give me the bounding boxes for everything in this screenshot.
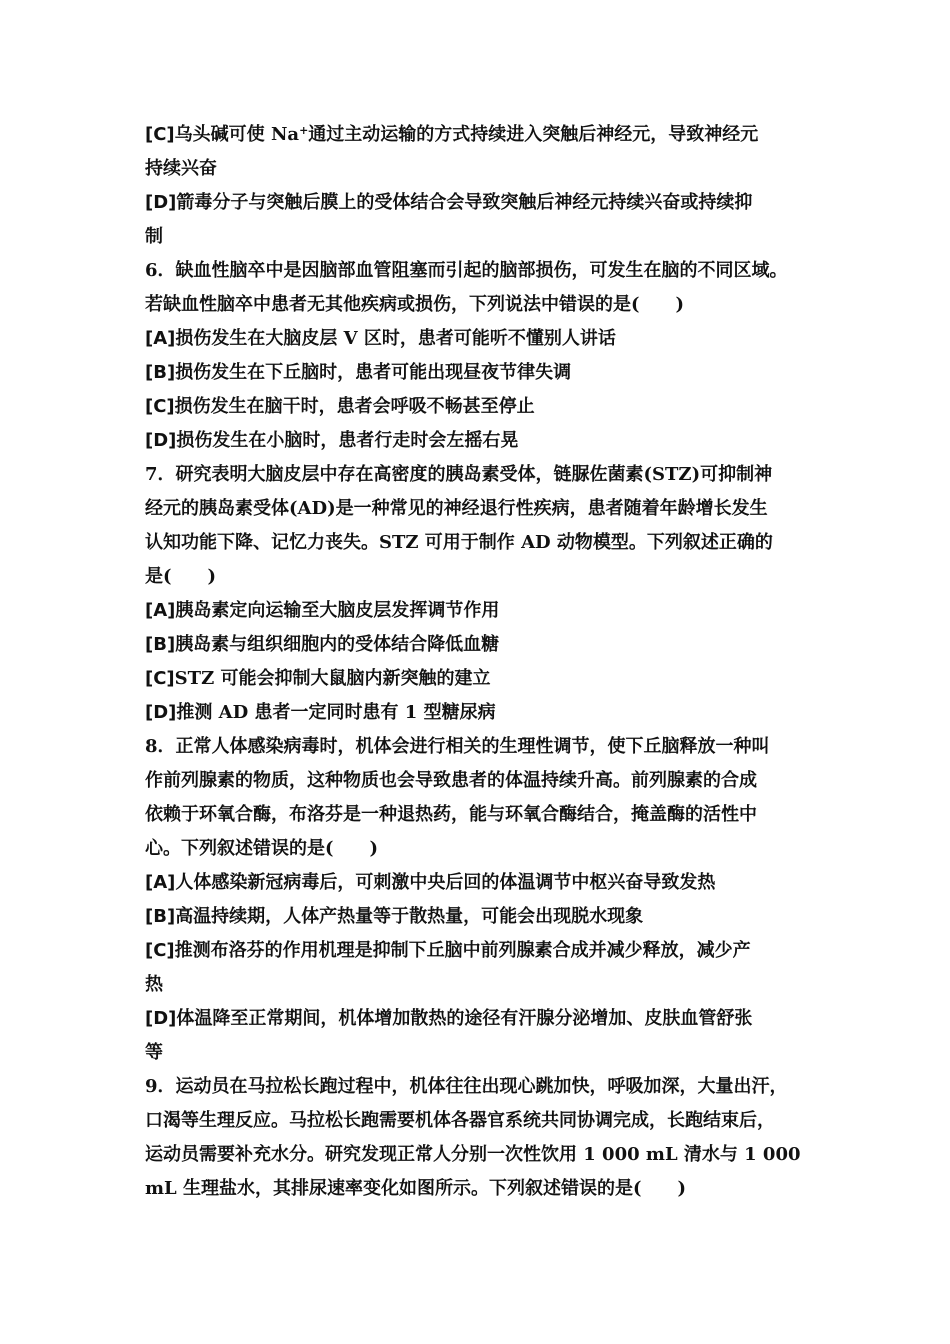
q9-stem-line: mL 生理盐水，其排尿速率变化如图所示。下列叙述错误的是( ) [145,1178,686,1199]
q5-option-c [145,118,825,152]
option-letter: [C] [145,396,175,417]
option-text: 推测 AD 患者一定同时患有 1 型糖尿病 [176,702,496,723]
q8-stem-line: 依赖于环氧合酶，布洛芬是一种退热药，能与环氧合酶结合，掩盖酶的活性中 [145,804,757,825]
option-text: 体温降至正常期间，机体增加散热的途径有汗腺分泌增加、皮肤血管舒张 [176,1008,753,1029]
q8-option-c-continued: 热 [145,974,163,995]
q7-option-d [145,696,825,730]
option-text: 箭毒分子与突触后膜上的受体结合会导致突触后神经元持续兴奋或持续抑 [176,192,753,213]
q6-option-b [145,356,825,390]
q6-option-d [145,424,825,458]
question-content [145,118,825,1206]
q8-option-c [145,934,825,968]
option-letter: [D] [145,1008,177,1029]
option-text: 推测布洛芬的作用机理是抑制下丘脑中前列腺素合成并减少释放，减少产 [174,940,751,961]
option-text: 乌头碱可使 Na [174,124,300,145]
option-text: 损伤发生在小脑时，患者行走时会左摇右晃 [176,430,519,451]
q8-option-b [145,900,825,934]
option-letter: [B] [145,906,176,927]
option-letter: [D] [145,430,177,451]
option-text: 损伤发生在大脑皮层 V 区时，患者可能听不懂别人讲话 [175,328,616,349]
option-letter: [B] [145,634,176,655]
option-text: 高温持续期，人体产热量等于散热量，可能会出现脱水现象 [175,906,644,927]
option-letter: [A] [145,872,176,893]
option-text: 通过主动运输的方式持续进入突触后神经元，导致神经元 [308,124,759,145]
option-letter: [A] [145,328,176,349]
q7-option-c [145,662,825,696]
q6-option-a [145,322,825,356]
q7-stem-line: 认知功能下降、记忆力丧失。STZ 可用于制作 AD 动物模型。下列叙述正确的 [145,532,773,553]
q9-stem-line: 运动员需要补充水分。研究发现正常人分别一次性饮用 1 000 mL 清水与 1 000 [145,1144,801,1165]
option-letter: [A] [145,600,176,621]
option-text: 胰岛素与组织细胞内的受体结合降低血糖 [175,634,500,655]
option-text: 人体感染新冠病毒后，可刺激中央后回的体温调节中枢兴奋导致发热 [175,872,716,893]
q7-stem-line: 是( ) [145,566,217,587]
q8-stem-line: 心。下列叙述错误的是( ) [145,838,379,859]
q6-stem-line: 6．缺血性脑卒中是因脑部血管阻塞而引起的脑部损伤，可发生在脑的不同区域。 [145,260,788,281]
q7-stem-line: 经元的胰岛素受体(AD)是一种常见的神经退行性疾病，患者随着年龄增长发生 [145,498,768,519]
option-text: 损伤发生在脑干时，患者会呼吸不畅甚至停止 [174,396,535,417]
option-text: 胰岛素定向运输至大脑皮层发挥调节作用 [175,600,500,621]
q8-option-a [145,866,825,900]
q8-stem-line: 作前列腺素的物质，这种物质也会导致患者的体温持续升高。前列腺素的合成 [145,770,757,791]
q6-stem-line: 若缺血性脑卒中患者无其他疾病或损伤，下列说法中错误的是( ) [145,294,685,315]
option-letter: [D] [145,192,177,213]
option-letter: [C] [145,668,175,689]
q7-stem-line: 7．研究表明大脑皮层中存在高密度的胰岛素受体，链脲佐菌素(STZ)可抑制神 [145,464,773,485]
q5-option-c-continued: 持续兴奋 [145,158,217,179]
option-letter: [B] [145,362,176,383]
q8-option-d [145,1002,825,1036]
option-text: STZ 可能会抑制大鼠脑内新突触的建立 [174,668,491,689]
superscript-plus: + [299,124,309,137]
q8-stem-line: 8．正常人体感染病毒时，机体会进行相关的生理性调节，使下丘脑释放一种叫 [145,736,770,757]
option-letter: [C] [145,940,175,961]
q8-option-d-continued: 等 [145,1042,163,1063]
q5-option-d [145,186,825,220]
option-letter: [C] [145,124,175,145]
q7-option-b [145,628,825,662]
q5-option-d-continued: 制 [145,226,163,247]
q9-stem-line: 口渴等生理反应。马拉松长跑需要机体各器官系统共同协调完成，长跑结束后， [145,1110,775,1131]
option-text: 损伤发生在下丘脑时，患者可能出现昼夜节律失调 [175,362,572,383]
q7-option-a [145,594,825,628]
q9-stem-line: 9．运动员在马拉松长跑过程中，机体往往出现心跳加快，呼吸加深，大量出汗， [145,1076,788,1097]
option-letter: [D] [145,702,177,723]
q6-option-c [145,390,825,424]
